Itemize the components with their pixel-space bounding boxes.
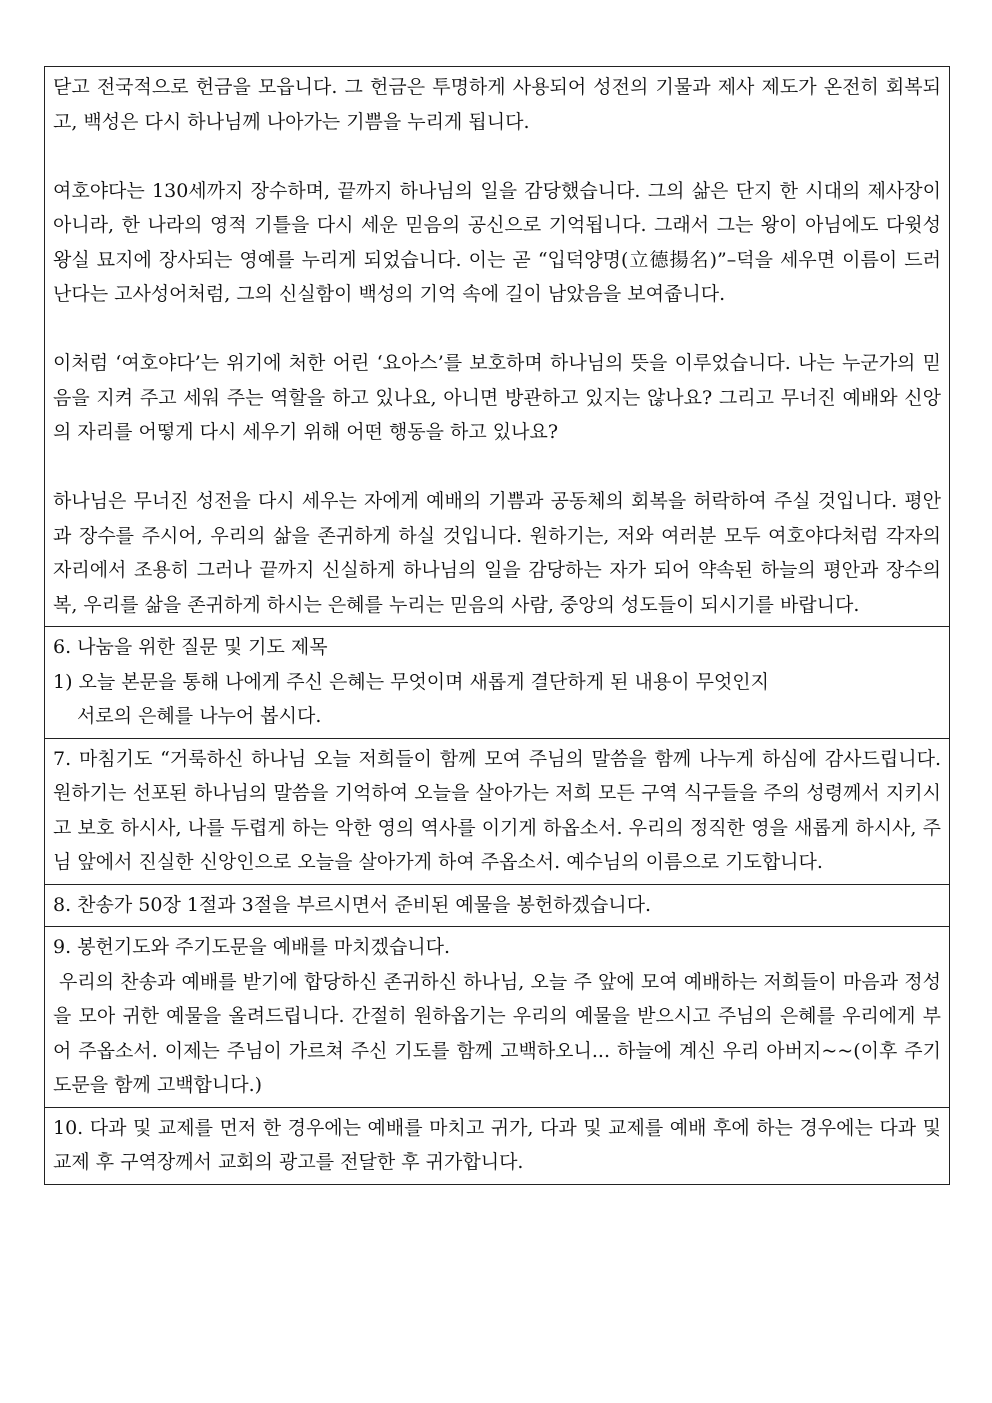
sermon-paragraph-4: 하나님은 무너진 성전을 다시 세우는 자에게 예배의 기쁨과 공동체의 회복을 허락하여 주실 것입니다. 평안과 장수를 주시어, 우리의 삶을 존귀하게 하실 것입니다. 원하기는, 저와 여러분 모두 여호야다처럼 각자의 자리에서 조용히 그러나 끝까지 신실하게 하나님의 일을 감당하는 자가 되어 약속된 하늘의 평안과 장수의 복, 우리를 삶을 존귀하게 하시는 은혜를 누리는 믿음의 사람, 중앙의 성도들이 되시기를 바랍니다. — [53, 490, 941, 616]
closing-prayer-text: 7. 마침기도 “거룩하신 하나님 오늘 저희들이 함께 모여 주님의 말씀을 함께 나누게 하심에 감사드립니다. 원하기는 선포된 하나님의 말씀을 기억하여 오늘을 살아가는 저희 모든 구역 식구들을 주의 성령께서 지키시고 보호 하시사, 나를 두렵게 하는 악한 영의 역사를 이기게 하옵소서. 우리의 정직한 영을 새롭게 하시사, 주님 앞에서 진실한 신앙인으로 오늘을 살아가게 하여 주옵소서. 예수님의 이름으로 기도합니다. — [53, 747, 941, 873]
sharing-question-1: 1) 오늘 본문을 통해 나에게 주신 은혜는 무엇이며 새롭게 결단하게 된 내용이 무엇인지 — [53, 670, 770, 693]
paragraph-gap — [53, 312, 941, 347]
sharing-heading: 6. 나눔을 위한 질문 및 기도 제목 — [53, 636, 328, 658]
offering-prayer-cell — [45, 926, 949, 1107]
offering-prayer-heading: 9. 봉헌기도와 주기도문을 예배를 마치겠습니다. — [53, 936, 451, 958]
sermon-paragraph-2: 여호야다는 130세까지 장수하며, 끝까지 하나님의 일을 감당했습니다. 그의 삶은 단지 한 시대의 제사장이 아니라, 한 나라의 영적 기틀을 다시 세운 믿음의 공신으로 기억됩니다. 그래서 그는 왕이 아님에도 다윗성 왕실 묘지에 장사되는 영예를 누리게 되었습니다. 이는 곧 “입덕양명(立德揚名)”–덕을 세우면 이름이 드러난다는 고사성어처럼, 그의 신실함이 백성의 기억 속에 길이 남았음을 보여줍니다. — [53, 179, 941, 305]
paragraph-gap — [53, 450, 941, 485]
sharing-questions-cell — [45, 626, 949, 738]
paragraph-gap — [53, 139, 941, 174]
offering-prayer-text: 우리의 찬송과 예배를 받기에 합당하신 존귀하신 하나님, 오늘 주 앞에 모여 예배하는 저희들이 마음과 정성을 모아 귀한 예물을 올려드립니다. 간절히 원하옵기는 우리의 예물을 받으시고 주님의 은혜를 우리에게 부어 주옵소서. 이제는 주님이 가르쳐 주신 기도를 함께 고백하오니... 하늘에 계신 우리 아버지~~(이후 주기도문을 함께 고백합니다.) — [53, 970, 941, 1096]
dismissal-text: 10. 다과 및 교제를 먼저 한 경우에는 예배를 마치고 귀가, 다과 및 교제를 예배 후에 하는 경우에는 다과 및 교제 후 구역장께서 교회의 광고를 전달한 후 귀가합니다. — [53, 1116, 941, 1173]
dismissal-cell — [45, 1107, 949, 1184]
hymn-offering-text: 8. 찬송가 50장 1절과 3절을 부르시면서 준비된 예물을 봉헌하겠습니다. — [53, 893, 652, 916]
worship-order-table — [44, 66, 950, 1185]
sharing-question-1-cont: 서로의 은혜를 나누어 봅시다. — [77, 705, 322, 727]
sermon-paragraph-1: 닫고 전국적으로 헌금을 모읍니다. 그 헌금은 투명하게 사용되어 성전의 기물과 제사 제도가 온전히 회복되고, 백성은 다시 하나님께 나아가는 기쁨을 누리게 됩니다. — [53, 76, 941, 133]
sermon-paragraph-3: 이처럼 ‘여호야다’는 위기에 처한 어린 ‘요아스’를 보호하며 하나님의 뜻을 이루었습니다. 나는 누군가의 믿음을 지켜 주고 세워 주는 역할을 하고 있나요, 아니면 방관하고 있지는 않나요? 그리고 무너진 예배와 신앙의 자리를 어떻게 다시 세우기 위해 어떤 행동을 하고 있나요? — [53, 352, 941, 443]
closing-prayer-cell — [45, 738, 949, 884]
sermon-cell — [45, 67, 949, 626]
hymn-offering-cell — [45, 884, 949, 927]
